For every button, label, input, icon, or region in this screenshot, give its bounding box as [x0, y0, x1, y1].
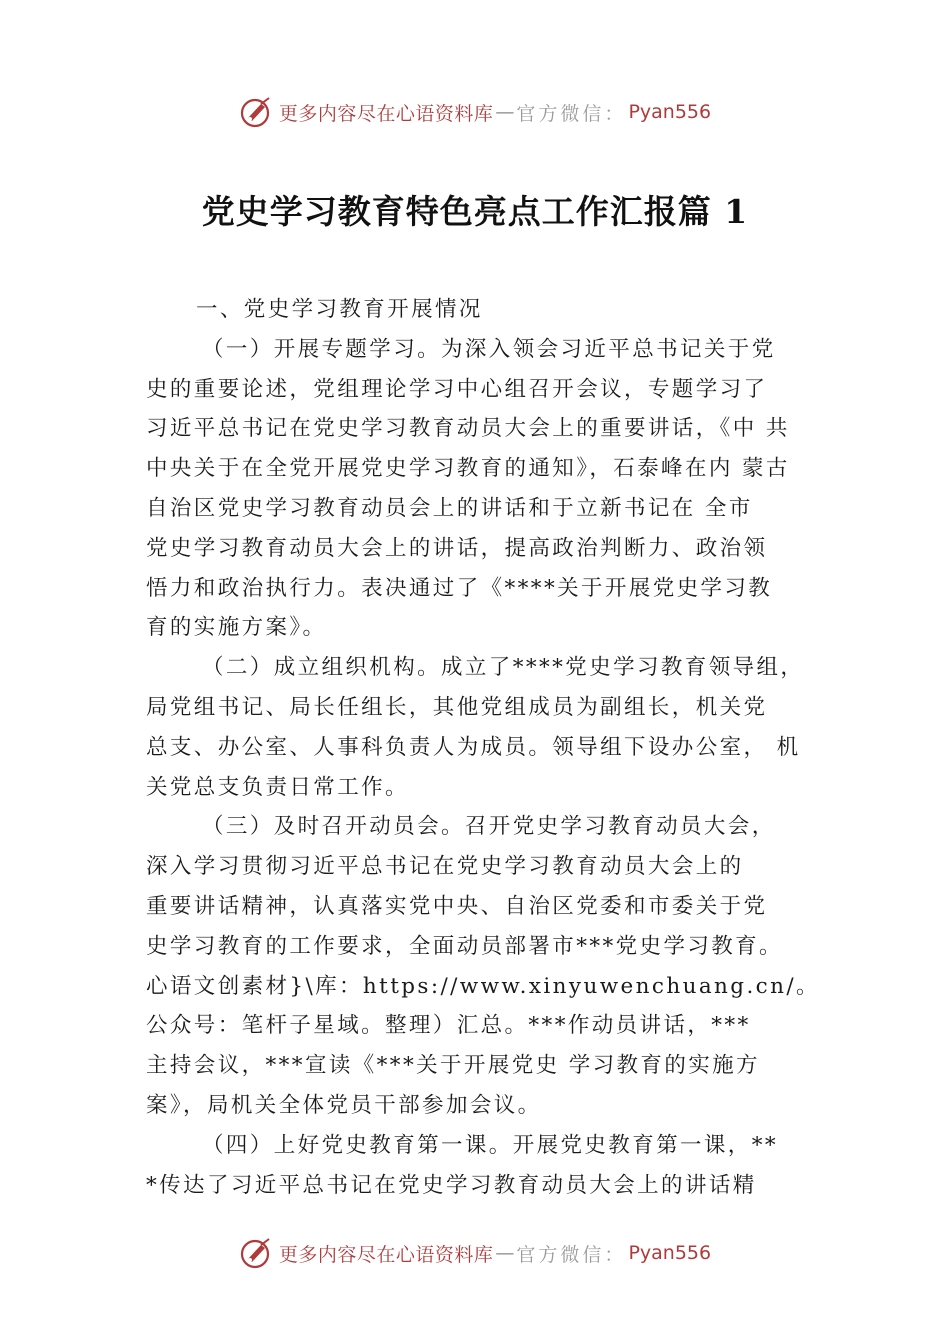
document-body — [146, 290, 820, 1205]
pen-seal-logo-icon — [239, 94, 275, 130]
banner-wechat-id: Pyan556 — [628, 101, 712, 123]
text-line: *传达了习近平总书记在党史学习教育动员大会上的讲话精 — [146, 1172, 757, 1198]
text-line: 党史学习教育动员大会上的讲话，提高政治判断力、政治领 — [146, 535, 768, 561]
text-line: 史学习教育的工作要求，全面动员部署市***党史学习教育。 — [146, 933, 783, 959]
text-line: （二）成立组织机构。成立了****党史学习教育领导组， — [202, 655, 805, 681]
text-line: 重要讲话精神，认真落实党中央、自治区党委和市委关于党 — [146, 893, 768, 919]
text-line: 史的重要论述，党组理论学习中心组召开会议，专题学习了 — [146, 376, 768, 402]
banner-dash: — — [495, 101, 515, 123]
text-line: 育的实施方案》。 — [146, 615, 327, 641]
text-line: （四）上好党史教育第一课。开展党史教育第一课，** — [202, 1132, 779, 1158]
text-line: 局党组书记、局长任组长，其他党组成员为副组长，机关党 — [146, 694, 768, 720]
text-line: 关党总支负责日常工作。 — [146, 774, 409, 800]
banner-dash: — — [495, 1242, 515, 1264]
banner-brand-text: 更多内容尽在心语资料库 — [278, 1243, 494, 1266]
text-line: （三）及时召开动员会。召开党史学习教育动员大会， — [202, 814, 776, 840]
text-line: 总支、办公室、人事科负责人为成员。领导组下设办公室， 机 — [146, 734, 801, 760]
document-title: 党史学习教育特色亮点工作汇报篇 1 — [201, 192, 749, 231]
text-line: 习近平总书记在党史学习教育动员大会上的重要讲话，《中 共 — [146, 416, 790, 442]
text-line: （一）开展专题学习。为深入领会习近平总书记关于党 — [202, 336, 776, 362]
text-line: 中央关于在全党开展党史学习教育的通知》，石泰峰在内 蒙古 — [146, 456, 790, 482]
text-line: 心语文创素材}\库：https://www.xinyuwenchuang.cn/。 — [146, 973, 820, 999]
section-heading: 一、党史学习教育开展情况 — [196, 297, 483, 322]
banner-wechat-id: Pyan556 — [628, 1242, 712, 1264]
footer-banner — [0, 1233, 950, 1273]
pen-seal-logo-icon — [239, 1235, 275, 1271]
banner-wechat-label: 官方微信： — [516, 1243, 627, 1266]
text-line: 悟力和政治执行力。表决通过了《****关于开展党史学习教 — [146, 575, 773, 601]
text-line: 案》，局机关全体党员干部参加会议。 — [146, 1092, 542, 1118]
banner-brand-text: 更多内容尽在心语资料库 — [278, 102, 494, 125]
header-banner — [0, 92, 950, 132]
paragraph-3 — [146, 807, 820, 1125]
paragraph-2 — [146, 648, 806, 807]
text-line: 公众号：笔杆子星域。整理）汇总。***作动员讲话，*** — [146, 1013, 751, 1039]
banner-wechat-label: 官方微信： — [516, 102, 627, 125]
text-line: 主持会议，***宣读《***关于开展党史 学习教育的实施方 — [146, 1053, 760, 1079]
paragraph-4 — [146, 1126, 806, 1206]
paragraph-1 — [146, 330, 806, 648]
text-line: 自治区党史学习教育动员会上的讲话和于立新书记在 全市 — [146, 495, 753, 521]
text-line: 深入学习贯彻习近平总书记在党史学习教育动员大会上的 — [146, 854, 744, 880]
